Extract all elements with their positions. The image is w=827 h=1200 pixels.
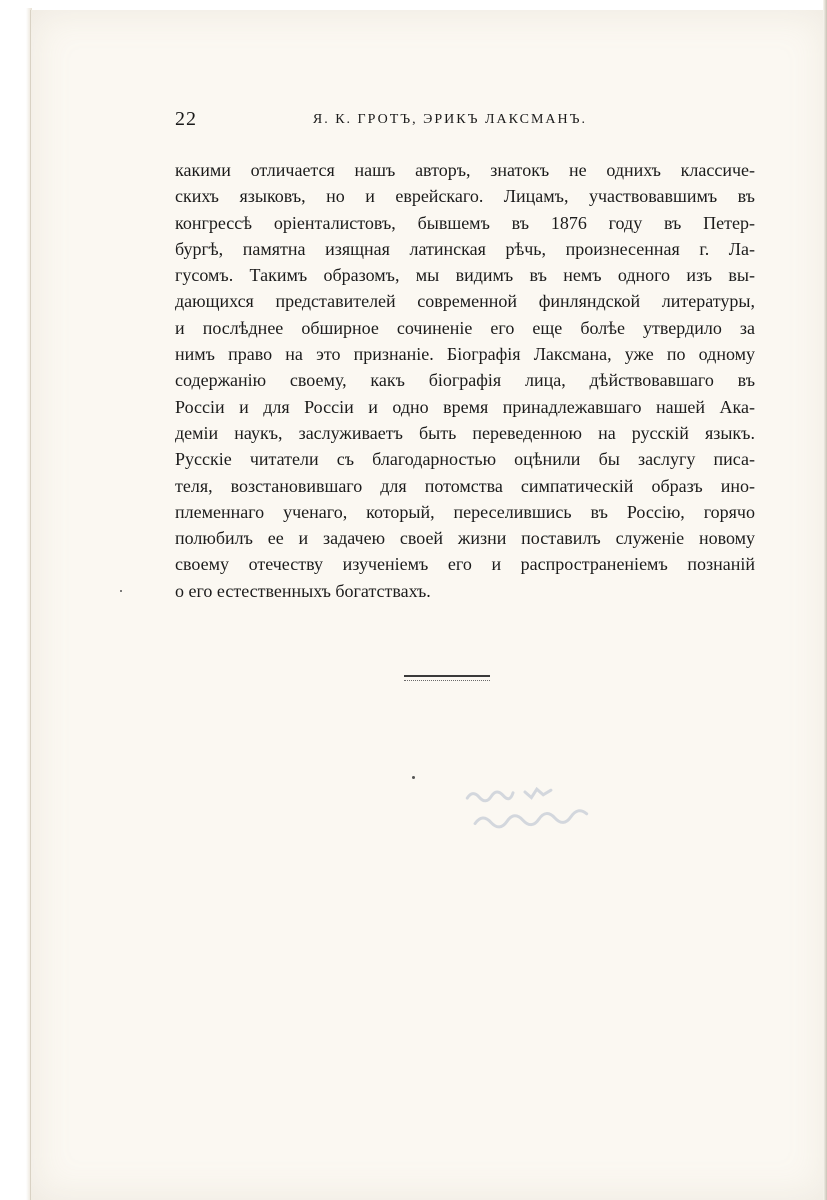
page-number: 22	[175, 108, 197, 130]
text-line: конгрессѣ оріенталистовъ, бывшемъ въ 1876 году въ Петер-	[175, 212, 755, 233]
text-line: нимъ право на это признаніе. Біографія Лаксмана, уже по одному	[175, 344, 755, 365]
text-line: деміи наукъ, заслуживаетъ быть переведенною на русскій языкъ.	[175, 422, 755, 443]
text-line: о его естественныхъ богатствахъ.	[175, 580, 431, 601]
text-line: Россіи и для Россіи и одно время принадлежавшаго нашей Ака-	[175, 396, 755, 417]
text-line: теля, возстановившаго для потомства симпатическій образъ ино-	[175, 475, 755, 496]
text-line: и послѣднее обширное сочиненіе его еще болѣе утвердило за	[175, 317, 755, 338]
text-line: какими отличается нашъ авторъ, знатокъ не однихъ классиче-	[175, 160, 755, 180]
text-line: племеннаго ученаго, который, переселившись въ Россію, горячо	[175, 501, 755, 522]
page-header	[175, 108, 587, 138]
section-end-ornament	[404, 675, 490, 681]
text-line: содержанію своему, какъ біографія лица, дѣйствовавшаго въ	[175, 370, 755, 391]
text-line: своему отечеству изученіемъ его и распространеніемъ познаній	[175, 554, 755, 575]
body-paragraph	[175, 157, 815, 604]
text-line: дающихся представителей современной финляндской литературы,	[175, 291, 755, 312]
faded-library-stamp	[458, 769, 622, 842]
paper-speck	[120, 590, 122, 592]
page-right-edge	[823, 0, 827, 1200]
text-line: скихъ языковъ, но и еврейскаго. Лицамъ, участвовавшимъ въ	[175, 186, 755, 207]
running-head: Я. К. ГРОТЪ, ЭРИКЪ ЛАКСМАНЪ.	[312, 112, 587, 127]
paper-speck	[412, 776, 415, 779]
text-line: полюбилъ ее и задачею своей жизни поставилъ служеніе новому	[175, 528, 755, 549]
text-line: гусомъ. Такимъ образомъ, мы видимъ въ немъ одного изъ вы-	[175, 265, 755, 286]
text-line: бургѣ, памятна изящная латинская рѣчь, произнесенная г. Ла-	[175, 238, 755, 259]
text-line: Русскіе читатели съ благодарностью оцѣнили бы заслугу писа-	[175, 449, 755, 470]
